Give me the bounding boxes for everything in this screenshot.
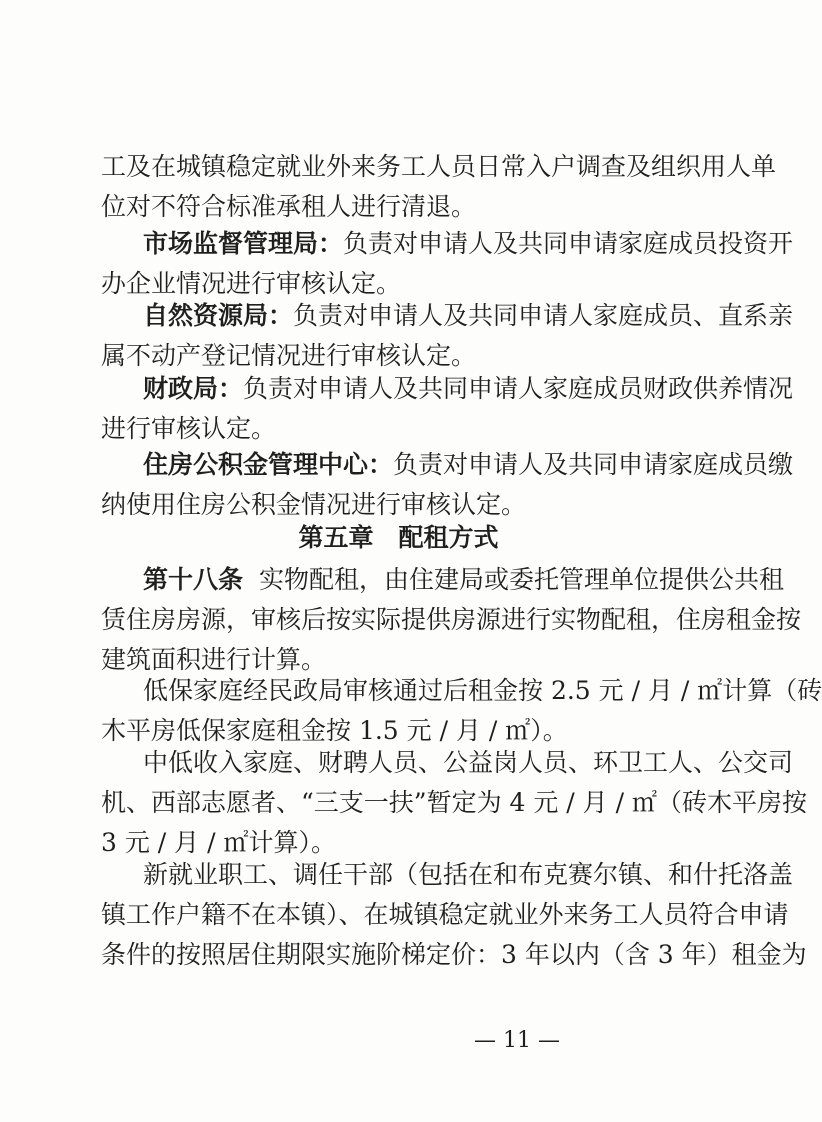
text-line: 机、西部志愿者、“三支一扶”暂定为 4 元 / 月 / ㎡（砖木平房按 — [101, 788, 807, 817]
text-line: 木平房低保家庭租金按 1.5 元 / 月 / ㎡）。 — [101, 716, 568, 745]
paragraph-market-supervision — [101, 224, 794, 304]
text-line: 建筑面积进行计算。 — [101, 645, 327, 674]
text-line: 工及在城镇稳定就业外来务工人员日常入户调查及组织用人单 — [101, 152, 777, 181]
text-line — [101, 296, 794, 336]
paragraph-heading: 市场监督管理局： — [143, 229, 344, 258]
article-heading: 第十八条 — [143, 565, 244, 594]
text-line: 低保家庭经民政局审核通过后租金按 2.5 元 / 月 / ㎡计算（砖 — [143, 676, 822, 705]
text-line: 条件的按照居住期限实施阶梯定价：3 年以内（含 3 年）租金为 — [101, 940, 807, 969]
text-line: 赁住房房源，审核后按实际提供房源进行实物配租，住房租金按 — [101, 605, 802, 634]
text-line: 纳使用住房公积金情况进行审核认定。 — [101, 490, 527, 519]
text-line: 中低收入家庭、财聘人员、公益岗人员、环卫工人、公交司 — [143, 748, 794, 777]
paragraph-continuation — [101, 147, 777, 227]
article-text: 实物配租，由住建局或委托管理单位提供公共租 — [259, 565, 785, 594]
page-number: — 11 — — [474, 1028, 560, 1053]
text-line — [101, 560, 785, 600]
paragraph-text: 负责对申请人及共同申请家庭成员投资开 — [343, 229, 794, 258]
text-line: 镇工作户籍不在本镇）、在城镇稳定就业外来务工人员符合申请 — [101, 900, 789, 929]
text-line: 属不动产登记情况进行审核认定。 — [101, 341, 477, 370]
paragraph-finance-bureau — [101, 369, 794, 449]
text-line: 新就业职工、调任干部（包括在和布克赛尔镇、和什托洛盖 — [143, 860, 794, 889]
paragraph-new-employee-rent — [101, 855, 807, 975]
paragraph-heading: 住房公积金管理中心： — [143, 450, 394, 479]
text-line: 进行审核认定。 — [101, 414, 277, 443]
paragraph-text: 负责对申请人及共同申请人家庭成员财政供养情况 — [243, 374, 794, 403]
paragraph-housing-fund — [101, 445, 794, 525]
text-line: 位对不符合标准承租人进行清退。 — [101, 192, 477, 221]
paragraph-natural-resources — [101, 296, 794, 376]
paragraph-heading: 财政局： — [143, 374, 244, 403]
paragraph-text: 负责对申请人及共同申请家庭成员缴 — [393, 450, 794, 479]
text-line: 办企业情况进行审核认定。 — [101, 269, 402, 298]
paragraph-mid-low-income-rent — [101, 743, 807, 863]
text-line — [101, 224, 794, 264]
paragraph-text: 负责对申请人及共同申请人家庭成员、直系亲 — [293, 301, 794, 330]
paragraph-low-income-rent — [101, 671, 822, 751]
paragraph-heading: 自然资源局： — [143, 301, 294, 330]
text-line — [101, 369, 794, 409]
chapter-title: 第五章 配租方式 — [298, 523, 499, 552]
article-18 — [101, 560, 802, 680]
text-line — [101, 445, 794, 485]
chapter-title-block — [101, 518, 696, 558]
text-line: 3 元 / 月 / ㎡计算）。 — [101, 828, 336, 857]
